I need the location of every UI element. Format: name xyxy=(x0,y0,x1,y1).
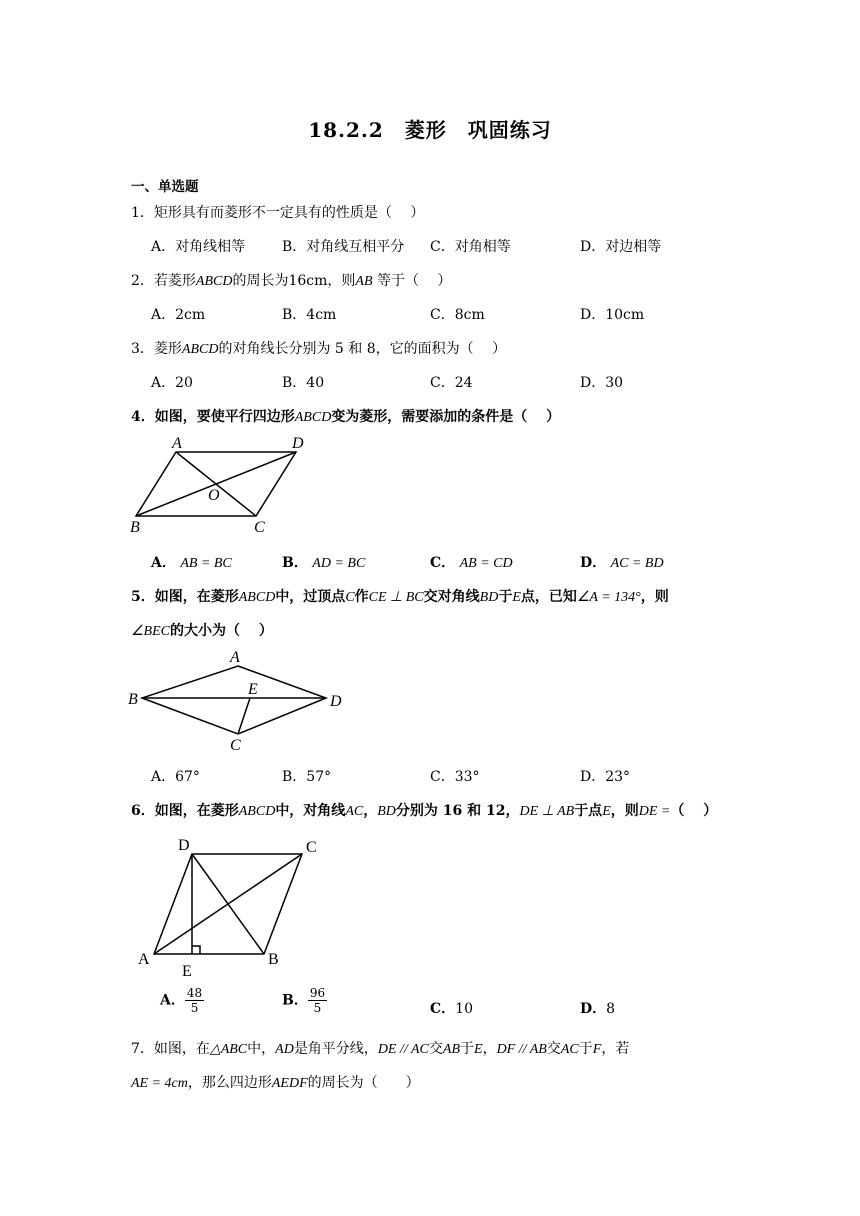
q7-text: 交 xyxy=(428,1041,443,1057)
q5-text: 中，过顶点 xyxy=(275,589,346,605)
label-a: A xyxy=(172,435,182,452)
option-value: 8 xyxy=(606,1001,616,1017)
q6-text: 中，对角线 xyxy=(275,803,346,819)
q5-text: 点，已知 xyxy=(520,589,577,605)
page-title: 18.2.2 菱形 巩固练习 xyxy=(308,118,552,142)
q7-text: ，若 xyxy=(601,1041,630,1057)
q6-math: DE = xyxy=(638,804,671,819)
q3-option-c[interactable]: C．24 xyxy=(430,375,473,391)
option-expr: AC = BD xyxy=(610,556,664,571)
q6-text: 分别为 16 和 12， xyxy=(395,803,520,819)
q6-math: DE ⊥ AB xyxy=(519,804,575,819)
question-4-stem xyxy=(131,406,560,426)
q2-option-c[interactable]: C．8cm xyxy=(430,307,485,323)
q5-option-a[interactable]: A．67° xyxy=(151,769,200,785)
question-5-stem-line1 xyxy=(131,586,669,606)
q5-math: C xyxy=(345,590,355,605)
q6-text: 6．如图，在菱形 xyxy=(131,803,239,819)
q3-math: ABCD xyxy=(181,342,219,357)
option-label: D． xyxy=(580,1001,607,1017)
q3-option-b[interactable]: B．40 xyxy=(282,375,325,391)
q5-figure xyxy=(128,648,358,754)
option-label: B． xyxy=(282,992,308,1009)
numerator: 96 xyxy=(309,986,326,1000)
label-a: A xyxy=(138,951,150,968)
q5-text: 于 xyxy=(498,589,513,605)
q1-option-b[interactable]: B．对角线互相平分 xyxy=(282,239,405,255)
q7-math: AD xyxy=(275,1042,294,1057)
label-c: C xyxy=(230,737,241,754)
question-6-stem xyxy=(131,800,717,820)
q5-math: ∠BEC xyxy=(131,624,170,639)
rhombus-abcd xyxy=(142,666,326,734)
q1-option-c[interactable]: C．对角相等 xyxy=(430,239,511,255)
option-value: 10 xyxy=(455,1001,473,1017)
q7-text: 于 xyxy=(578,1041,593,1057)
q4-text: 变为菱形，需要添加的条件是（ ） xyxy=(331,409,561,425)
label-b: B xyxy=(268,951,279,968)
q7-text: 于 xyxy=(460,1041,474,1057)
question-2-stem xyxy=(131,270,451,290)
diagonal-bd xyxy=(192,854,264,954)
q5-math: BD xyxy=(479,590,499,605)
q5-option-d[interactable]: D．23° xyxy=(580,769,631,785)
q4-figure xyxy=(128,432,318,536)
q6-option-d[interactable] xyxy=(580,998,615,1018)
q1-option-d[interactable]: D．对边相等 xyxy=(580,239,662,255)
q7-math: AEDF xyxy=(271,1076,308,1091)
q6-math: BD xyxy=(377,804,396,819)
q7-math: AC xyxy=(560,1042,579,1057)
q5-math: E xyxy=(512,590,521,605)
q2-math: AB xyxy=(355,274,373,289)
q6-option-a[interactable] xyxy=(160,986,204,1015)
q7-text: 的周长为（ ） xyxy=(307,1075,420,1091)
diagonal-bd xyxy=(136,452,296,516)
option-expr: AB = BC xyxy=(180,556,232,571)
q6-math: ABCD xyxy=(238,804,276,819)
option-label: A． xyxy=(160,992,185,1009)
q2-text: 等于（ ） xyxy=(372,273,452,289)
q3-text: 3．菱形 xyxy=(131,341,182,357)
q5-text: 作 xyxy=(354,589,369,605)
q3-option-d[interactable]: D．30 xyxy=(580,375,624,391)
q2-text: 的周长为16cm，则 xyxy=(232,273,356,289)
q2-text: 2．若菱形 xyxy=(131,273,196,289)
option-expr: AB = CD xyxy=(459,556,513,571)
q5-text: 5．如图，在菱形 xyxy=(131,589,239,605)
q4-option-a[interactable] xyxy=(151,552,232,572)
q4-option-b[interactable] xyxy=(282,552,365,572)
denominator: 5 xyxy=(313,1001,322,1015)
label-a: A xyxy=(230,649,240,666)
fraction xyxy=(185,986,204,1015)
q4-option-c[interactable] xyxy=(430,552,513,572)
q7-math: DF // AB xyxy=(496,1042,547,1057)
q5-math: ∠A = 134° xyxy=(576,590,641,605)
q6-math: AC xyxy=(345,804,364,819)
q7-math: AE = 4cm xyxy=(131,1076,188,1091)
label-d: D xyxy=(178,837,190,854)
q7-text: 7．如图，在 xyxy=(131,1041,210,1057)
right-angle-mark xyxy=(192,946,200,954)
label-c: C xyxy=(254,519,265,536)
q7-text: 是角平分线， xyxy=(293,1041,378,1057)
question-7-stem-line2 xyxy=(131,1072,420,1092)
fraction xyxy=(308,986,327,1015)
option-expr: AD = BC xyxy=(312,556,366,571)
q7-math: F xyxy=(592,1042,602,1057)
q7-text: 中， xyxy=(247,1041,276,1057)
label-d: D xyxy=(330,693,342,710)
label-c: C xyxy=(306,839,317,856)
question-7-stem-line1 xyxy=(131,1038,629,1058)
q7-math: AB xyxy=(442,1042,460,1057)
q7-math: DE // AC xyxy=(377,1042,429,1057)
q2-math: ABCD xyxy=(195,274,233,289)
option-label: B． xyxy=(282,555,308,571)
label-e: E xyxy=(248,681,258,698)
segment-ce xyxy=(238,698,250,734)
q3-text: 的对角线长分别为 5 和 8，它的面积为（ ） xyxy=(218,341,507,357)
q6-text: 于点 xyxy=(574,803,603,819)
q7-math: △ABC xyxy=(209,1042,248,1057)
section-heading: 一、单选题 xyxy=(131,179,199,195)
q2-option-d[interactable]: D．10cm xyxy=(580,307,645,323)
q3-option-a[interactable]: A．20 xyxy=(151,375,193,391)
q5-text: 的大小为（ ） xyxy=(170,623,273,639)
q4-option-d[interactable] xyxy=(580,552,664,572)
q2-option-a[interactable]: A．2cm xyxy=(151,307,206,323)
option-label: D． xyxy=(580,555,607,571)
question-5-stem-line2 xyxy=(131,620,273,640)
q5-text: 交对角线 xyxy=(423,589,480,605)
denominator: 5 xyxy=(190,1001,199,1015)
q6-text: ，则 xyxy=(610,803,639,819)
label-e: E xyxy=(182,963,192,980)
q5-text: ，则 xyxy=(640,589,669,605)
q6-figure xyxy=(134,830,334,980)
q2-option-b[interactable]: B．4cm xyxy=(282,307,337,323)
q5-option-c[interactable]: C．33° xyxy=(430,769,480,785)
option-label: C． xyxy=(430,1001,456,1017)
option-label: A． xyxy=(151,555,176,571)
q6-text: ， xyxy=(363,803,378,819)
label-d: D xyxy=(292,435,304,452)
q7-math: E xyxy=(474,1042,483,1057)
numerator: 48 xyxy=(186,986,203,1000)
q5-math: ABCD xyxy=(238,590,276,605)
option-label: C． xyxy=(430,555,456,571)
question-1-stem: 1．矩形具有而菱形不一定具有的性质是（ ） xyxy=(131,205,425,221)
q6-option-b[interactable] xyxy=(282,986,327,1015)
q7-text: 交 xyxy=(546,1041,561,1057)
label-b: B xyxy=(128,691,138,708)
q7-text: ，那么四边形 xyxy=(187,1075,272,1091)
q7-text: ， xyxy=(482,1041,497,1057)
label-b: B xyxy=(130,519,140,536)
q6-text: （ ） xyxy=(670,803,718,819)
q1-option-a[interactable]: A．对角线相等 xyxy=(151,239,246,255)
question-3-stem xyxy=(131,338,506,358)
q6-math: E xyxy=(602,804,611,819)
q5-option-b[interactable]: B．57° xyxy=(282,769,332,785)
label-o: O xyxy=(208,487,220,504)
q6-option-c[interactable] xyxy=(430,998,473,1018)
q4-math: ABCD xyxy=(294,410,332,425)
q4-text: 4．如图，要使平行四边形 xyxy=(131,409,295,425)
q5-math: CE ⊥ BC xyxy=(368,590,424,605)
